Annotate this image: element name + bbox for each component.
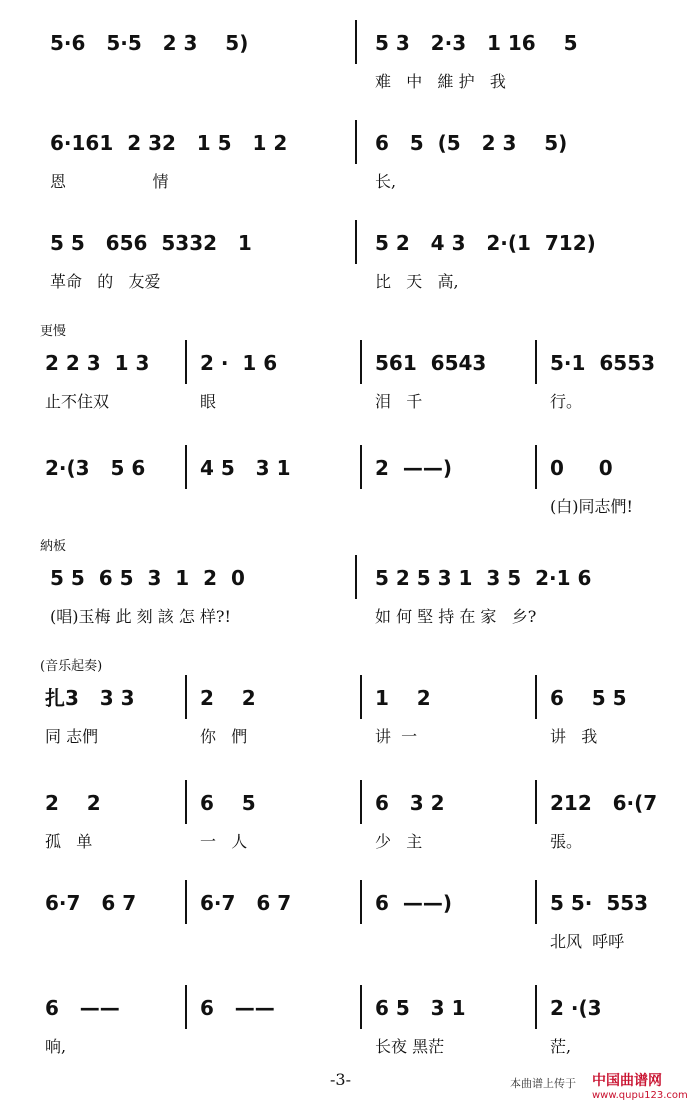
lyric-segment: 恩 情 bbox=[50, 172, 169, 191]
barline bbox=[535, 445, 537, 489]
score-system bbox=[0, 455, 700, 565]
barline bbox=[355, 555, 357, 599]
lyric-segment: 一 人 bbox=[200, 832, 248, 851]
lyrics-row bbox=[0, 930, 700, 954]
notation-measure: 2·(3 5 6 bbox=[45, 456, 146, 480]
lyrics-row bbox=[0, 605, 700, 629]
barline bbox=[185, 880, 187, 924]
barline bbox=[535, 780, 537, 824]
lyric-segment: 同 志們 bbox=[45, 727, 99, 746]
lyric-segment: 如 何 堅 持 在 家 乡? bbox=[375, 607, 537, 626]
barline bbox=[355, 120, 357, 164]
score-system bbox=[0, 790, 700, 900]
barline bbox=[185, 985, 187, 1029]
lyrics-row bbox=[0, 725, 700, 749]
lyrics-row bbox=[0, 390, 700, 414]
lyric-segment: 难 中 維 护 我 bbox=[375, 72, 506, 91]
notation-measure: 2 2 bbox=[45, 791, 101, 815]
notation-row bbox=[0, 685, 700, 711]
notation-measure: 2 2 3 1 3 bbox=[45, 351, 150, 375]
notation-measure: 6 5 3 1 bbox=[375, 996, 466, 1020]
notation-measure: 5 5 656 5332 1 bbox=[50, 231, 252, 255]
lyric-segment: 你 們 bbox=[200, 727, 248, 746]
barline bbox=[355, 20, 357, 64]
notation-measure: 6 ——) bbox=[375, 891, 452, 915]
score-system bbox=[0, 30, 700, 140]
lyric-segment: 止不住双 bbox=[45, 392, 110, 411]
tempo-marking: 更慢 bbox=[40, 324, 67, 339]
tempo-marking: 納板 bbox=[40, 539, 67, 554]
barline bbox=[360, 880, 362, 924]
score-system bbox=[0, 130, 700, 240]
watermark-logo bbox=[592, 1070, 688, 1101]
notation-measure: 561 6543 bbox=[375, 351, 487, 375]
score-system bbox=[0, 890, 700, 1000]
lyric-segment: (唱)玉梅 此 刻 該 怎 样?! bbox=[50, 607, 231, 626]
lyric-segment: 行。 bbox=[550, 392, 583, 411]
notation-measure: 2 ·(3 bbox=[550, 996, 602, 1020]
barline bbox=[535, 985, 537, 1029]
lyric-segment: 长, bbox=[375, 172, 397, 191]
notation-measure: 6·161 2 32 1 5 1 2 bbox=[50, 131, 288, 155]
notation-row bbox=[0, 230, 700, 256]
barline bbox=[360, 445, 362, 489]
notation-row bbox=[0, 790, 700, 816]
barline bbox=[355, 220, 357, 264]
notation-measure: 5 3 2·3 1 16 5 bbox=[375, 31, 578, 55]
notation-measure: 5 5 6 5 3 1 2 0 bbox=[50, 566, 245, 590]
barline bbox=[360, 985, 362, 1029]
barline bbox=[360, 675, 362, 719]
notation-measure: 6·7 6 7 bbox=[45, 891, 137, 915]
barline bbox=[535, 340, 537, 384]
lyrics-row bbox=[0, 830, 700, 854]
score-system bbox=[0, 539, 700, 675]
score-system bbox=[0, 659, 700, 795]
lyric-segment: 張。 bbox=[550, 832, 583, 851]
lyric-segment: 比 天 高, bbox=[375, 272, 459, 291]
lyric-segment: 泪 千 bbox=[375, 392, 423, 411]
notation-measure: 6·7 6 7 bbox=[200, 891, 292, 915]
barline bbox=[535, 880, 537, 924]
notation-measure: 5·1 6553 bbox=[550, 351, 656, 375]
notation-measure: 6 5 (5 2 3 5) bbox=[375, 131, 568, 155]
watermark-url: www.qupu123.com bbox=[592, 1090, 688, 1101]
lyrics-row bbox=[0, 495, 700, 519]
watermark-caption: 本曲谱上传于 bbox=[510, 1077, 576, 1090]
notation-measure: 4 5 3 1 bbox=[200, 456, 291, 480]
watermark-logo-text: 中国曲谱网 bbox=[592, 1073, 662, 1089]
lyric-segment: 茫, bbox=[550, 1037, 572, 1056]
barline bbox=[185, 780, 187, 824]
barline bbox=[535, 675, 537, 719]
lyrics-row bbox=[0, 1035, 700, 1059]
page-number: -3- bbox=[330, 1070, 351, 1089]
lyric-segment: 北风 呼呼 bbox=[550, 932, 625, 951]
lyric-segment: 少 主 bbox=[375, 832, 423, 851]
notation-measure: 5·6 5·5 2 3 5) bbox=[50, 31, 249, 55]
notation-measure: 6 —— bbox=[200, 996, 275, 1020]
notation-measure: 6 5 bbox=[200, 791, 256, 815]
lyric-segment: 眼 bbox=[200, 392, 217, 411]
score-system bbox=[0, 324, 700, 460]
notation-measure: 212 6·(7 bbox=[550, 791, 658, 815]
tempo-marking: (音乐起奏) bbox=[40, 659, 103, 674]
notation-measure: 2 ——) bbox=[375, 456, 452, 480]
notation-row bbox=[0, 350, 700, 376]
notation-row bbox=[0, 890, 700, 916]
notation-row bbox=[0, 130, 700, 156]
notation-measure: 6 3 2 bbox=[375, 791, 445, 815]
barline bbox=[360, 780, 362, 824]
notation-measure: 1 2 bbox=[375, 686, 431, 710]
lyric-segment: 孤 单 bbox=[45, 832, 93, 851]
lyrics-row bbox=[0, 170, 700, 194]
lyric-segment: (白)同志們! bbox=[550, 497, 633, 516]
lyrics-row bbox=[0, 70, 700, 94]
notation-row bbox=[0, 455, 700, 481]
score-system bbox=[0, 230, 700, 340]
notation-measure: 6 5 5 bbox=[550, 686, 627, 710]
lyric-segment: 响, bbox=[45, 1037, 67, 1056]
notation-row bbox=[0, 565, 700, 591]
lyric-segment: 长夜 黑茫 bbox=[375, 1037, 445, 1056]
lyrics-row bbox=[0, 270, 700, 294]
notation-measure: 扎3 3 3 bbox=[45, 686, 135, 710]
lyric-segment: 革命 的 友爱 bbox=[50, 272, 161, 291]
notation-measure: 2 2 bbox=[200, 686, 256, 710]
barline bbox=[185, 445, 187, 489]
notation-measure: 5 2 4 3 2·(1 712) bbox=[375, 231, 596, 255]
lyric-segment: 讲 我 bbox=[550, 727, 598, 746]
notation-row bbox=[0, 30, 700, 56]
notation-measure: 2 · 1 6 bbox=[200, 351, 278, 375]
notation-measure: 5 2 5 3 1 3 5 2·1 6 bbox=[375, 566, 592, 590]
notation-row bbox=[0, 995, 700, 1021]
barline bbox=[185, 340, 187, 384]
notation-measure: 6 —— bbox=[45, 996, 120, 1020]
notation-measure: 5 5· 553 bbox=[550, 891, 649, 915]
notation-measure: 0 0 bbox=[550, 456, 613, 480]
barline bbox=[360, 340, 362, 384]
barline bbox=[185, 675, 187, 719]
lyric-segment: 讲 一 bbox=[375, 727, 418, 746]
